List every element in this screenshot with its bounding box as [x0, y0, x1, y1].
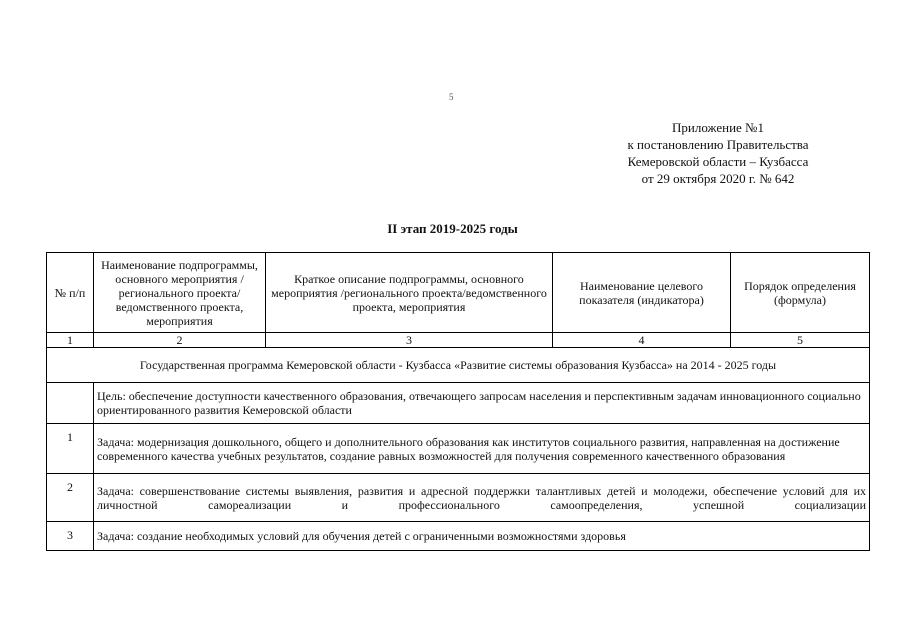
task-text: Задача: создание необходимых условий для обучения детей с ограниченными возможностями здоровья	[94, 522, 870, 551]
table-header-row	[47, 253, 870, 333]
program-row	[47, 348, 870, 383]
task-number: 1	[47, 424, 94, 474]
table-row	[47, 522, 870, 551]
appendix-line-4: от 29 октября 2020 г. № 642	[641, 171, 795, 186]
task-number: 2	[47, 474, 94, 522]
task-text: Задача: совершенствование системы выявления, развития и адресной поддержки талантливых детей и молодежи, обеспечение условий для их личностной самореализации и профессионального самоопределения, успешной социализации	[94, 474, 870, 522]
goal-row	[47, 383, 870, 424]
appendix-line-1: Приложение №1	[672, 120, 764, 135]
appendix-line-2: к постановлению Правительства	[627, 137, 809, 152]
task-number: 3	[47, 522, 94, 551]
appendix-line-3: Кемеровской области – Кузбасса	[627, 154, 809, 169]
column-number: 5	[731, 333, 870, 348]
header-indicator-name: Наименование целевого показателя (индикатора)	[553, 253, 731, 333]
appendix-header	[560, 119, 876, 187]
header-calculation-method: Порядок определения (формула)	[731, 253, 870, 333]
column-number: 1	[47, 333, 94, 348]
indicators-table	[46, 252, 870, 551]
column-number-row	[47, 333, 870, 348]
column-number: 3	[266, 333, 553, 348]
header-number: № п/п	[47, 253, 94, 333]
column-number: 4	[553, 333, 731, 348]
header-subprogram-name: Наименование подпрограммы, основного мероприятия /регионального проекта/ведомственного проекта, мероприятия	[94, 253, 266, 333]
header-short-description: Краткое описание подпрограммы, основного мероприятия /регионального проекта/ведомственного проекта, мероприятия	[266, 253, 553, 333]
table-row	[47, 474, 870, 522]
task-text: Задача: модернизация дошкольного, общего и дополнительного образования как институтов социального развития, направленная на достижение современного качества учебных результатов, создание равных возможностей для получения современного качественного образования	[94, 424, 870, 474]
stage-title: II этап 2019-2025 годы	[387, 221, 518, 236]
column-number: 2	[94, 333, 266, 348]
program-title: Государственная программа Кемеровской области - Кузбасса «Развитие системы образования Кузбасса» на 2014 - 2025 годы	[47, 348, 870, 383]
table-row	[47, 424, 870, 474]
goal-number-cell	[47, 383, 94, 424]
goal-text: Цель: обеспечение доступности качественного образования, отвечающего запросам населения и перспективным задачам инновационного социально ориентированного развития Кемеровской области	[94, 383, 870, 424]
page-number: 5	[449, 92, 454, 102]
